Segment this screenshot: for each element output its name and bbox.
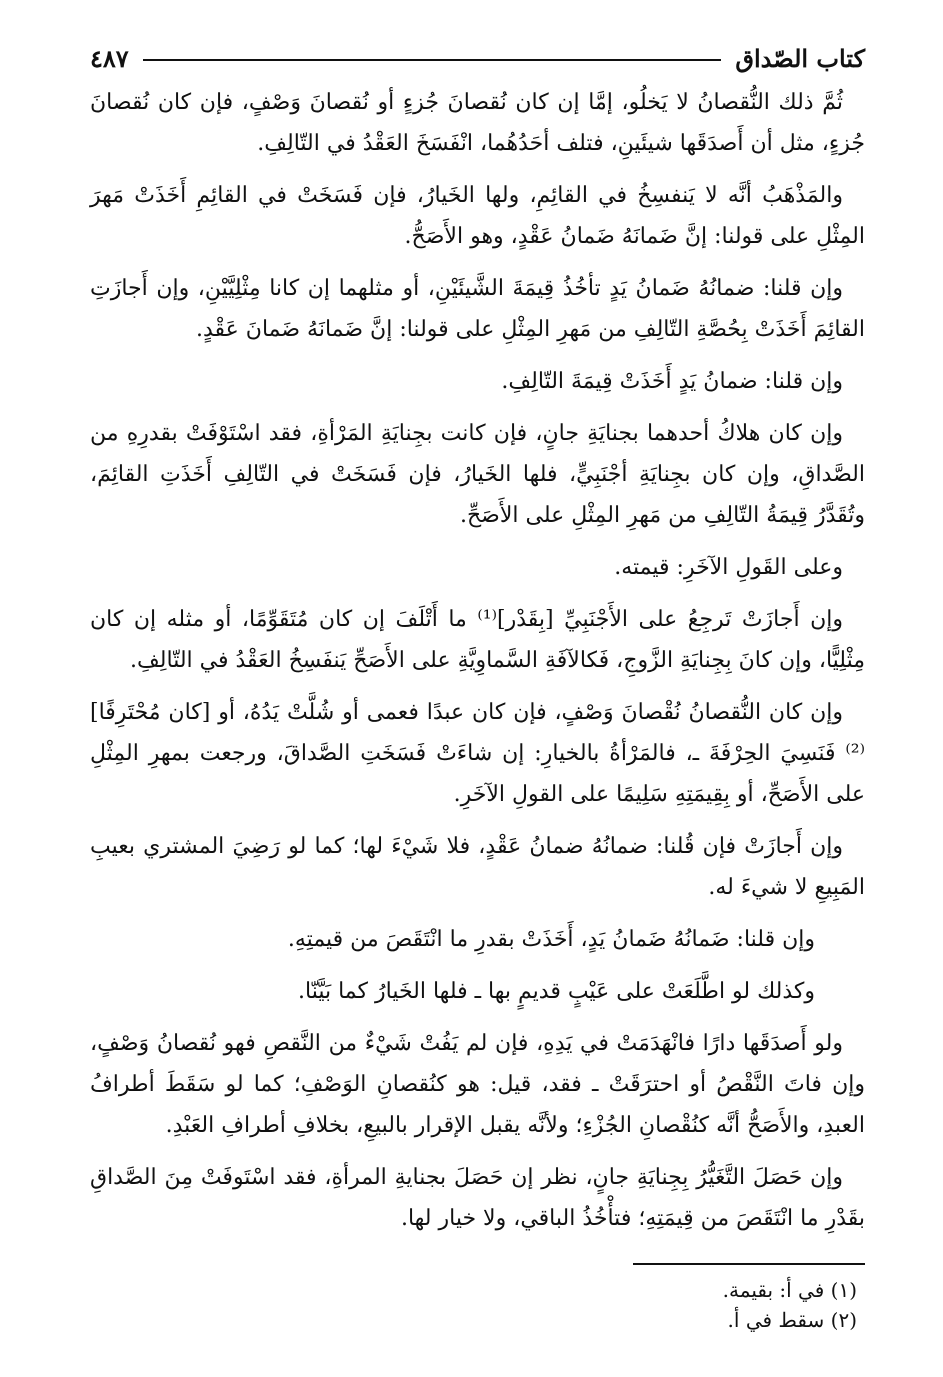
paragraph: وعلى القَولِ الآخَرِ: قيمته.	[614, 555, 843, 580]
body-text	[90, 82, 865, 1239]
paragraph: وإن حَصَلَ التَّغَيُّرُ بِجِنايَةِ جانٍ، نظر إن حَصَلَ بجنايةِ المرأةِ، فقد اسْتَوفَتْ مِنَ الصَّداقِ بقَدْرِ ما انْتَقَصَ من قِيمَتِهِ؛ فتأْخُذُ الباقي، ولا خيار لها.	[90, 1165, 865, 1231]
paragraph: وإن قلنا: ضمانُهُ ضَمانُ يَدٍ تأخُذُ قِيمَةَ الشَّيئَيْنِ، أو مثلهما إن كانا مِثْلِيَّيْنِ، وإن أَجازَتِ القائِمَ أَخَذَتْ بِحُصَّةِ التّالِفِ من مَهرِ المِثْلِ على قولنا: إنَّ ضَمانَهُ ضَمانَ عَقْدٍ.	[90, 276, 865, 342]
page-header	[90, 38, 865, 78]
paragraph: وكذلك لو اطَّلَعَتْ على عَيْبٍ قديمٍ بها ـ فلها الخَيارُ كما بَيَّنّا.	[298, 979, 815, 1004]
paragraph: وإن قلنا: ضمانُ يَدٍ أَخَذَتْ قِيمَةَ التّالِفِ.	[501, 369, 843, 394]
paragraph: وإن قلنا: ضَمانُهُ ضَمانُ يَدٍ، أَخَذَتْ بقدرِ ما انْتَقَصَ من قيمتِهِ.	[287, 927, 815, 952]
footnote: (١) في أ: بقيمة.	[722, 1278, 857, 1302]
paragraph: وإن أَجازَتْ فإن قُلنا: ضمانُهُ ضمانُ عَقْدٍ، فلا شَيْءَ لها؛ كما لو رَضِيَ المشتري بعيبِ المَبِيعِ لا شيءَ له.	[90, 834, 865, 900]
page-number: ٤٨٧	[90, 43, 129, 73]
paragraph: ثُمَّ ذلك النُّقصانُ لا يَخلُو، إمَّا إن كان نُقصانَ جُزءٍ أو نُقصانَ وَصْفٍ، فإن كان نُقصانَ جُزءٍ، مثل أن أَصدَقَها شيئَينِ، فتلف أحَدُهُما، انْفَسَخَ العَقْدُ في التّالِفِ.	[90, 90, 865, 156]
footnote: (٢) سقط في أ.	[727, 1308, 857, 1332]
paragraph: ولو أَصدَقَها دارًا فانْهَدَمَتْ في يَدِهِ، فإن لم يَفُتْ شَيْءٌ من النَّقصِ فهو نُقصانُ وَصْفٍ، وإن فاتَ النَّقْصُ أو احترَقَتْ ـ فقد، قيل: هو كنُقصانِ الوَصْفِ؛ كما لو سَقَطَ أطرافُ العبدِ، والأَصَحُّ أنَّه كنُقْصانِ الجُزْءِ؛ ولأنَّه يقبل الإقرار بالبيعِ، بخلافِ أطرافِ العَبْدِ.	[90, 1031, 865, 1138]
footnote-separator	[633, 1263, 865, 1265]
header-rule	[143, 59, 722, 61]
paragraph: والمَذْهَبُ أنَّه لا يَنفسِخُ في القائِمِ، ولها الخَيارُ، فإن فَسَخَتْ في القائِمِ أَخَذَتْ مَهرَ المِثْلِ على قولنا: إنَّ ضَمانَهُ ضَمانُ عَقْدٍ، وهو الأَصَحُّ.	[90, 183, 865, 249]
running-title: كتاب الصّداق	[735, 43, 865, 73]
paragraph: وإن أَجازَتْ تَرجِعُ على الأَجْنَبِيِّ [بِقَدْر]⁽¹⁾ ما أَتْلَفَ إن كان مُتَقَوِّمًا، أو مثله إن كان مِثْلِيًّا، وإن كانَ بِجِنايَةِ الزَّوجِ، فَكالآفَةِ السَّماوِيَّةِ على الأَصَحِّ يَنفَسِخُ العَقْدُ في التّالِفِ.	[90, 607, 865, 673]
paragraph: وإن كان هلاكُ أحدهما بجنايَةِ جانٍ، فإن كانت بجِنايَةِ المَرْأةِ، فقد اسْتَوْفَتْ بقدرِهِ من الصَّداقِ، وإن كان بجِنايَةِ أجْنَبِيٍّ، فلها الخَيارُ، فإن فَسَخَتْ في التّالِفِ أَخَذَتِ القائِمَ، وتُقَدَّرُ قِيمَةُ التّالِفِ من مَهرِ المِثْلِ على الأَصَحِّ.	[90, 421, 865, 528]
paragraph: وإن كان النُّقصانُ نُقْصانَ وَصْفٍ، فإن كان عبدًا فعمى أو شُلَّتْ يَدُهُ، أو [كان مُحْتَرِفًا]⁽²⁾ فَنَسِيَ الحِرْفَةَ ـ، فالمَرْأةُ بالخيارِ: إن شاءَتْ فَسَخَتِ الصَّداقَ، ورجعت بمهرِ المِثْلِ على الأَصَحِّ، أو بِقِيمَتِهِ سَلِيمًا على القولِ الآخَرِ.	[90, 700, 865, 807]
